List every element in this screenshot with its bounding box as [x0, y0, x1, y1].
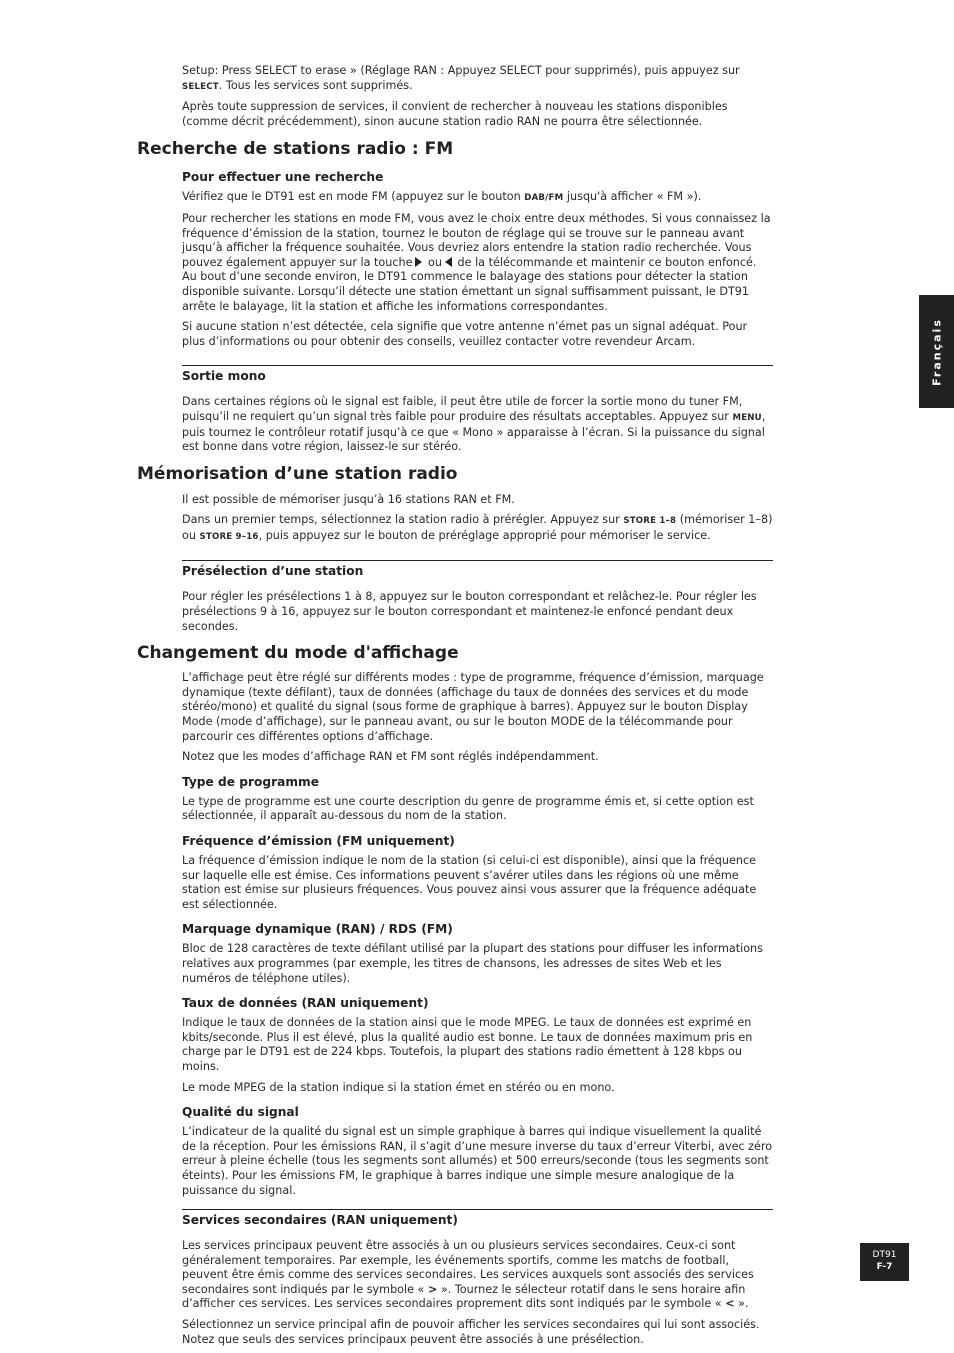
heading-fm-search: Recherche de stations radio : FM — [137, 139, 454, 160]
secondary-paragraph-1: Les services principaux peuvent être associés à un ou plusieurs services secondaires. Ceux-ci sont généralement temporaires. Par exemple, les événements sportifs, comme les matchs de football, peuvent être émis comme des services secondaires. Les services auxquels sont associés des services secondaires sont indiqués par le symbole « > ». Tournez le sélecteur rotatif dans le sens horaire afin d’afficher ces services. Les services secondaires proprement dits sont indiqués par le symbole « < ». — [182, 1239, 754, 1311]
dabfm-key-label: DAB/FM — [524, 193, 564, 204]
heading-display: Changement du mode d'affichage — [137, 643, 459, 664]
fm-section — [182, 169, 773, 349]
store-paragraph-1: Il est possible de mémoriser jusqu’à 16 stations RAN et FM. — [182, 492, 515, 506]
divider-mono — [182, 365, 773, 366]
page-number: F-7 — [876, 1262, 893, 1272]
model-label: DT91 — [872, 1250, 897, 1260]
language-tab — [919, 295, 954, 408]
dynamic-label-paragraph: Bloc de 128 caractères de texte défilant utilisé par la plupart des stations pour diffuser les informations relatives aux programmes (par exemple, les titres de chansons, les adresses de sites Web et les numéros de téléphone utiles). — [182, 942, 763, 985]
store-1-8-key-label: STORE 1–8 — [623, 516, 677, 527]
store-9-16-key-label: STORE 9–16 — [199, 531, 259, 542]
subheading-dynamic-label: Marquage dynamique (RAN) / RDS (FM) — [182, 922, 453, 937]
store-paragraph-2: Dans un premier temps, sélectionnez la station radio à prérégler. Appuyez sur STORE 1–8 (mémoriser 1–8) ou STORE 9–16, puis appuyez sur le bouton de préréglage approprié pour mémoriser le service. — [182, 513, 773, 542]
right-arrow-icon — [415, 257, 422, 267]
display-paragraph-1: L’affichage peut être réglé sur différents modes : type de programme, fréquence d’émission, marquage dynamique (texte défilant), taux de données (affichage du taux de données des services et du mode stéréo/mono) et qualité du signal (sous forme de graphique à barres). Appuyez sur le bouton Display Mode (mode d’affichage), sur le panneau avant, ou sur le bouton MODE de la télécommande pour parcourir ces différentes options d’affichage. — [182, 671, 764, 743]
language-tab-label: Français — [930, 317, 943, 386]
subheading-program-type: Type de programme — [182, 774, 320, 789]
intro-section — [182, 0, 773, 129]
heading-store: Mémorisation d’une station radio — [137, 463, 458, 484]
mono-paragraph: Dans certaines régions où le signal est faible, il peut être utile de forcer la sortie mono du tuner FM, puisqu’il ne requiert qu’un signal très faible pour produire des résultats acceptables. Appuyez sur MENU, puis tournez le contrôleur rotatif jusqu’à ce que « Mono » apparaisse à l’écran. Si la puissance du signal est bonne dans votre région, laissez-le sur stéréo. — [182, 395, 766, 454]
subheading-data-rate: Taux de données (RAN uniquement) — [182, 996, 429, 1011]
page-number-box — [860, 1243, 909, 1281]
subheading-secondary: Services secondaires (RAN uniquement) — [182, 1213, 458, 1228]
fm-paragraph-1: Vérifiez que le DT91 est en mode FM (appuyez sur le bouton DAB/FM jusqu'à afficher « FM »). — [182, 190, 702, 204]
left-arrow-icon — [445, 257, 452, 267]
subheading-mono: Sortie mono — [182, 369, 266, 384]
subheading-preset: Présélection d’une station — [182, 564, 364, 579]
subheading-search: Pour effectuer une recherche — [182, 170, 384, 185]
signal-quality-paragraph: L’indicateur de la qualité du signal est un simple graphique à barres qui indique visuellement la qualité de la réception. Pour les émissions RAN, il s’agit d’une mesure inverse du taux d’erreur Viterbi, avec zéro erreur à pleine échelle (tous les segments sont allumés) et 500 erreurs/seconde (tous les segments sont éteints). Pour les émissions FM, le graphique à barres indique une simple mesure analogique de la puissance du signal. — [182, 1125, 773, 1197]
display-section — [182, 671, 773, 1198]
display-paragraph-2: Notez que les modes d’affichage RAN et FM sont réglés indépendamment. — [182, 750, 599, 764]
fm-paragraph-2: Pour rechercher les stations en mode FM, vous avez le choix entre deux méthodes. Si vous connaissez la fréquence d’émission de la station, tournez le bouton de réglage qui se trouve sur le panneau avant jusqu’à afficher la fréquence souhaitée. Vous devriez alors entendre la station radio recherchée. Vous pouvez également appuyer sur la touche ou de la télécommande et maintenir ce bouton enfoncé. Au bout d’une seconde environ, le DT91 commence le balayage des stations pour détecter la station disponible suivante. Lorsqu’il détecte une station émettant un signal suffisamment puissant, le DT91 arrête le balayage, lit la station et affiche les informations correspondantes. — [182, 211, 771, 313]
secondary-paragraph-2: Sélectionnez un service principal afin de pouvoir afficher les services secondaires qui lui sont associés. Notez que seuls des services principaux peuvent être associés à une présélection. — [182, 1318, 760, 1346]
data-rate-paragraph-2: Le mode MPEG de la station indique si la station émet en stéréo ou en mono. — [182, 1080, 615, 1094]
divider-preset — [182, 560, 773, 561]
preset-paragraph: Pour régler les présélections 1 à 8, appuyez sur le bouton correspondant et relâchez-le. Pour régler les présélections 9 à 16, appuyez sur le bouton correspondant et maintenez-le enfoncé pendant deux secondes. — [182, 590, 757, 633]
intro-paragraph-1: Setup: Press SELECT to erase » (Réglage RAN : Appuyez SELECT pour supprimés), puis appuyez sur SELECT. Tous les services sont supprimés. — [182, 64, 740, 92]
preset-section — [182, 563, 773, 634]
select-key-label: SELECT — [182, 81, 219, 92]
fm-paragraph-3: Si aucune station n’est détectée, cela signifie que votre antenne n’émet pas un signal adéquat. Pour plus d’informations ou pour obtenir des conseils, veuillez contacter votre revendeur Arcam. — [182, 320, 748, 348]
symbol-less: < — [725, 1297, 735, 1311]
frequency-paragraph: La fréquence d’émission indique le nom de la station (si celui-ci est disponible), ainsi que la fréquence sur laquelle elle est émise. Ces informations peuvent s’avérer utiles dans les régions où une même station est émise sur plusieurs fréquences. Vous pouvez ainsi vous assurer que la fréquence adéquate est sélectionnée. — [182, 854, 757, 911]
secondary-section — [182, 1212, 773, 1347]
store-section — [182, 493, 773, 545]
intro-paragraph-2: Après toute suppression de services, il convient de rechercher à nouveau les stations disponibles (comme décrit précédemment), sinon aucune station radio RAN ne pourra être sélectionnée. — [182, 100, 728, 128]
symbol-greater: > — [427, 1282, 438, 1296]
data-rate-paragraph-1: Indique le taux de données de la station ainsi que le mode MPEG. Le taux de données est exprimé en kbits/seconde. Plus il est élevé, plus la qualité audio est bonne. Le taux de données maximum pris en charge par le DT91 est de 224 kbps. Toutefois, la plupart des stations radio émettent à 128 kbps ou moins. — [182, 1016, 753, 1073]
subheading-frequency: Fréquence d’émission (FM uniquement) — [182, 834, 455, 848]
program-type-paragraph: Le type de programme est une courte description du genre de programme émis et, si cette option est sélectionnée, il apparaît au-dessous du nom de la station. — [182, 794, 754, 823]
subheading-signal-quality: Qualité du signal — [182, 1105, 299, 1120]
menu-key-label: MENU — [732, 412, 762, 423]
divider-secondary — [182, 1209, 773, 1210]
mono-section — [182, 368, 773, 454]
